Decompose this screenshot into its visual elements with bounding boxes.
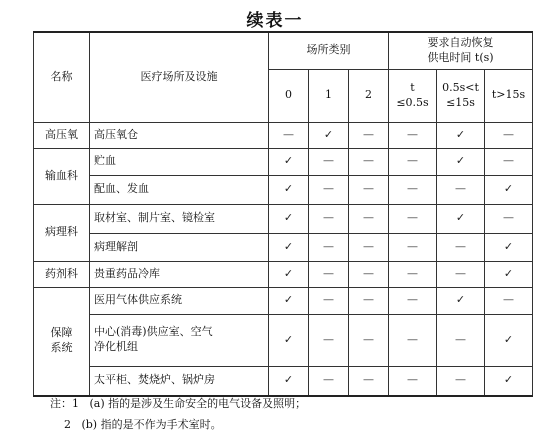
header-restore-medium-line1: 0.5s<t [442,80,479,94]
check-mark-cell: ✓ [269,287,309,314]
check-mark-cell: ✓ [485,261,533,287]
dash-cell: — [389,233,437,261]
dash-cell: — [389,314,437,366]
header-restore-group [389,32,533,69]
dash-cell: — [349,314,389,366]
dash-cell: — [437,175,485,204]
table-row [34,233,533,261]
check-mark-cell: ✓ [269,261,309,287]
check-mark-cell: ✓ [485,366,533,396]
department-name-line: 保障 [50,326,73,340]
dash-cell: — [309,314,349,366]
dash-cell: — [389,261,437,287]
table-row [34,175,533,204]
note-line-1: 注：1 (a) 指的是涉及生命安全的电气设备及照明； [50,397,307,410]
header-facility: 医疗场所及设施 [90,32,269,122]
dash-cell: — [389,366,437,396]
check-mark-cell: ✓ [269,233,309,261]
table-row [34,366,533,396]
dash-cell: — [349,175,389,204]
header-category-2: 2 [349,69,389,122]
dash-cell: — [485,287,533,314]
header-restore-medium [437,69,485,122]
dash-cell: — [349,261,389,287]
dash-cell: — [437,261,485,287]
note-line-2: 2 (b) 指的是不作为手术室时。 [50,418,222,431]
dash-cell: — [485,122,533,148]
department-name-line: 系统 [50,341,73,355]
dash-cell: — [349,287,389,314]
department-name: 输血科 [34,148,90,204]
header-restore-fast-line2: ≤0.5s [396,95,429,109]
check-mark-cell: ✓ [485,233,533,261]
dash-cell: — [309,148,349,175]
facility-line: 中心(消毒)供应室、空气 [94,325,213,339]
dash-cell: — [389,175,437,204]
check-mark-cell: ✓ [269,314,309,366]
facility-cell: 病理解剖 [90,233,269,261]
header-restore-fast [389,69,437,122]
check-mark-cell: ✓ [437,287,485,314]
dash-cell: — [349,233,389,261]
check-mark-cell: ✓ [437,122,485,148]
dash-cell: — [349,204,389,233]
dash-cell: — [389,122,437,148]
dash-cell: — [389,287,437,314]
facility-line: 净化机组 [94,340,138,353]
check-mark-cell: ✓ [269,366,309,396]
dash-cell: — [437,366,485,396]
dash-cell: — [389,148,437,175]
facility-cell: 贮血 [90,148,269,175]
facility-cell: 取材室、制片室、镜检室 [90,204,269,233]
check-mark-cell: ✓ [437,204,485,233]
table-row [34,287,533,314]
dash-cell: — [309,175,349,204]
table-body [34,122,533,396]
header-restore-fast-line1: t [410,80,415,94]
department-name: 高压氧 [34,122,90,148]
dash-cell: — [349,122,389,148]
check-mark-cell: ✓ [269,204,309,233]
header-restore-line1: 要求自动恢复 [427,35,494,49]
facility-cell [90,314,269,366]
dash-cell: — [437,314,485,366]
department-name: 药剂科 [34,261,90,287]
dash-cell: — [485,204,533,233]
dash-cell: — [485,148,533,175]
check-mark-cell: ✓ [309,122,349,148]
header-category-group: 场所类别 [269,32,389,69]
header-name: 名称 [34,32,90,122]
dash-cell: — [309,287,349,314]
dash-cell: — [309,261,349,287]
dash-cell: — [389,204,437,233]
table-title: 续表一 [246,11,304,31]
table-row [34,261,533,287]
header-restore-slow: t>15s [485,69,533,122]
dash-cell: — [269,122,309,148]
facility-power-table [33,31,533,397]
dash-cell: — [349,148,389,175]
header-restore-line2: 供电时间 t(s) [427,50,494,64]
facility-cell: 配血、发血 [90,175,269,204]
table-row [34,204,533,233]
table-row [34,314,533,366]
dash-cell: — [309,204,349,233]
header-category-0: 0 [269,69,309,122]
dash-cell: — [349,366,389,396]
facility-cell: 贵重药品冷库 [90,261,269,287]
dash-cell: — [437,233,485,261]
header-category-1: 1 [309,69,349,122]
check-mark-cell: ✓ [485,314,533,366]
check-mark-cell: ✓ [437,148,485,175]
facility-cell: 高压氧仓 [90,122,269,148]
table-row [34,122,533,148]
facility-cell: 太平柜、焚烧炉、锅炉房 [90,366,269,396]
department-name: 病理科 [34,204,90,261]
department-name [34,287,90,396]
table-notes [50,393,306,435]
check-mark-cell: ✓ [485,175,533,204]
facility-cell: 医用气体供应系统 [90,287,269,314]
dash-cell: — [309,233,349,261]
check-mark-cell: ✓ [269,148,309,175]
table-row [34,148,533,175]
dash-cell: — [309,366,349,396]
header-restore-medium-line2: ≤15s [446,95,475,109]
check-mark-cell: ✓ [269,175,309,204]
